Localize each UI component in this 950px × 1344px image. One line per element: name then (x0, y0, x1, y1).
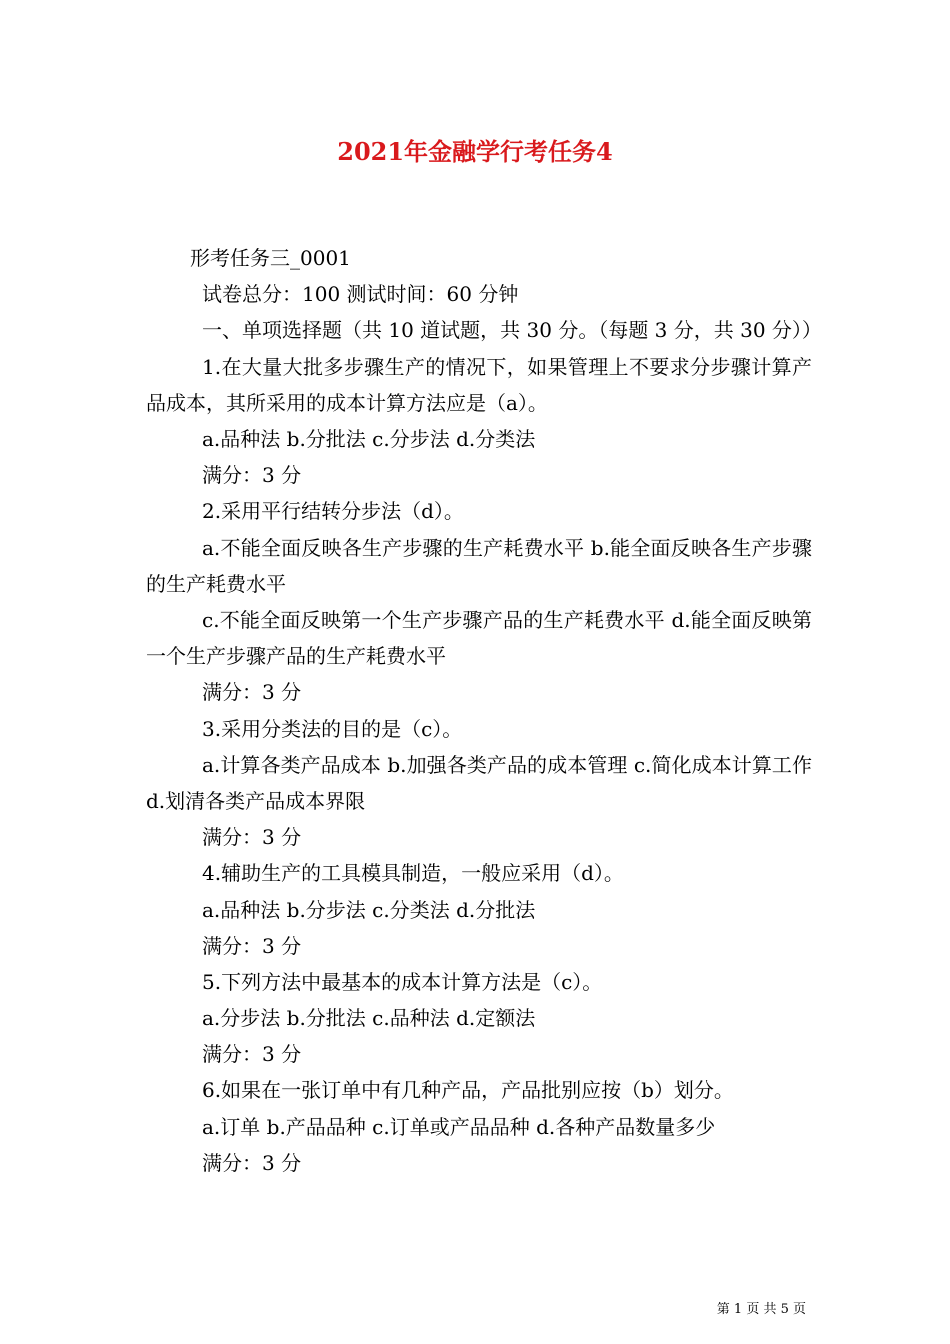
question-2-score: 满分：3 分 (202, 680, 302, 705)
question-3-score: 满分：3 分 (202, 825, 302, 850)
document-title: 2021年金融学行考任务4 (337, 137, 613, 166)
question-2-options-ab: a.不能全面反映各生产步骤的生产耗费水平 b.能全面反映各生产步骤的生产耗费水平 (146, 535, 812, 596)
question-3-options: a.计算各类产品成本 b.加强各类产品的成本管理 c.简化成本计算工作 d.划清各类产品成本界限 (146, 752, 812, 813)
task-code: 形考任务三_0001 (190, 246, 351, 270)
document-body (146, 240, 822, 1181)
question-4: 4.辅助生产的工具模具制造，一般应采用（d）。 (202, 861, 624, 886)
section-heading: 一、单项选择题（共 10 道试题，共 30 分。（每题 3 分，共 30 分）） (202, 318, 822, 343)
page-number: 第 1 页 共 5 页 (716, 1302, 806, 1317)
exam-info: 试卷总分：100 测试时间：60 分钟 (202, 282, 519, 307)
question-3: 3.采用分类法的目的是（c）。 (202, 716, 463, 741)
question-4-score: 满分：3 分 (202, 933, 302, 958)
question-5-score: 满分：3 分 (202, 1042, 302, 1067)
question-6: 6.如果在一张订单中有几种产品，产品批别应按（b）划分。 (202, 1078, 734, 1103)
question-5-options: a.分步法 b.分批法 c.品种法 d.定额法 (202, 1006, 536, 1031)
question-4-options: a.品种法 b.分步法 c.分类法 d.分批法 (202, 897, 536, 922)
question-2: 2.采用平行结转分步法（d）。 (202, 499, 464, 524)
question-6-options: a.订单 b.产品品种 c.订单或产品品种 d.各种产品数量多少 (202, 1114, 716, 1139)
question-6-score: 满分：3 分 (202, 1150, 302, 1175)
question-1-options: a.品种法 b.分批法 c.分步法 d.分类法 (202, 426, 536, 451)
question-1-score: 满分：3 分 (202, 463, 302, 488)
question-2-options-cd: c.不能全面反映第一个生产步骤产品的生产耗费水平 d.能全面反映第一个生产步骤产品的生产耗费水平 (146, 607, 812, 669)
question-1: 1.在大量大批多步骤生产的情况下，如果管理上不要求分步骤计算产品成本，其所采用的成本计算方法应是（a）。 (146, 354, 812, 415)
question-5: 5.下列方法中最基本的成本计算方法是（c）。 (202, 969, 603, 994)
